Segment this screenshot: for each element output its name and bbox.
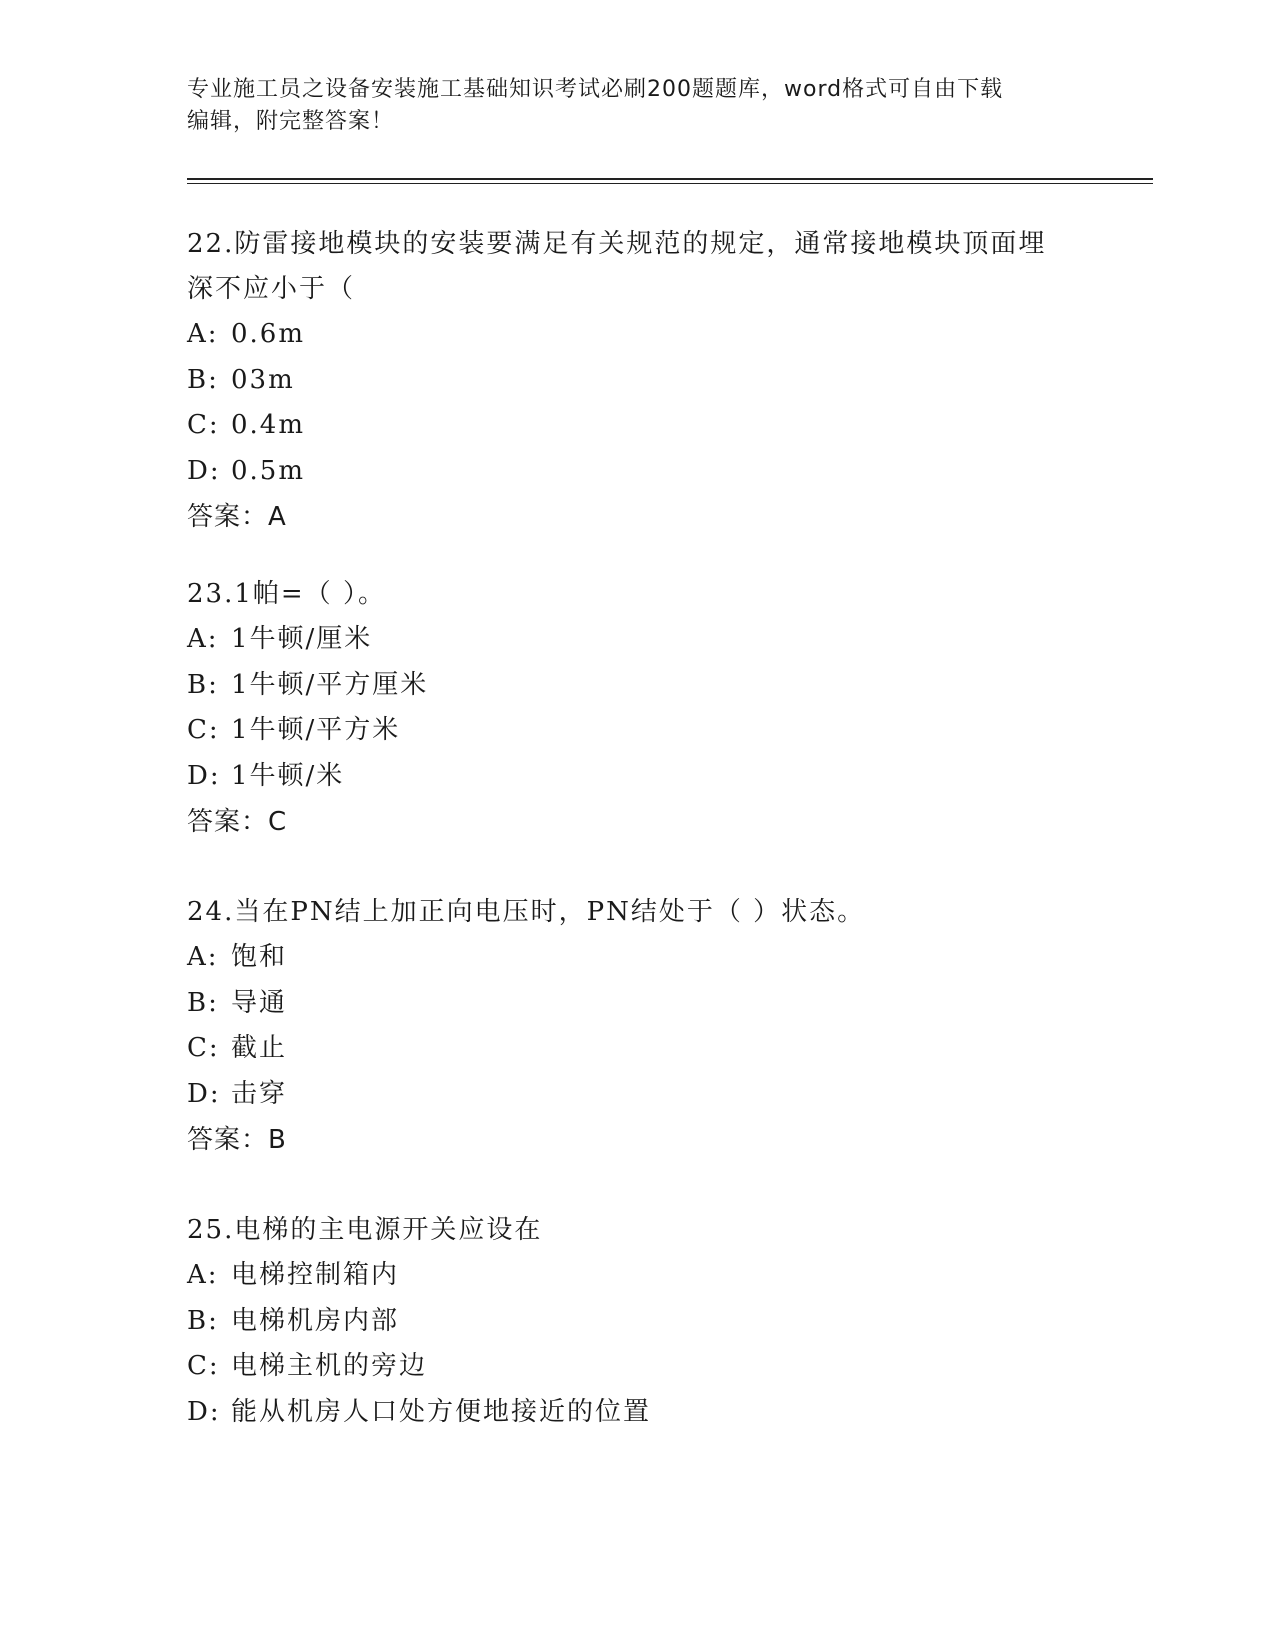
option-letter: A: <box>187 319 219 349</box>
option-letter: B: <box>187 669 219 700</box>
answer-line: 答案：C <box>187 807 288 837</box>
option-text: 饱和 <box>231 942 288 972</box>
question-stem-continued: 深不应小于（ <box>187 274 356 304</box>
answer-line: 答案：B <box>187 1125 287 1155</box>
option-letter: C: <box>187 410 220 440</box>
option-d <box>187 754 1087 800</box>
option-letter: D: <box>187 1396 221 1427</box>
option-letter: D: <box>187 1078 221 1109</box>
option-b <box>187 663 1087 709</box>
option-d <box>187 1072 1087 1118</box>
option-text: 导通 <box>231 987 288 1018</box>
option-letter: B: <box>187 364 219 395</box>
option-d <box>187 1390 1087 1436</box>
option-text: 0.5m <box>231 455 306 486</box>
option-a <box>187 935 1087 981</box>
option-letter: B: <box>187 1305 219 1336</box>
question-stem: 24.当在PN结上加正向电压时，PN结处于（ ）状态。 <box>187 897 866 927</box>
option-text: 电梯主机的旁边 <box>231 1351 428 1381</box>
option-letter: A: <box>187 624 219 654</box>
option-b <box>187 1299 1087 1345</box>
option-a <box>187 1253 1087 1299</box>
option-letter: A: <box>187 1260 219 1290</box>
option-a <box>187 617 1087 663</box>
option-text: 03m <box>231 364 295 395</box>
question-stem: 22.防雷接地模块的安装要满足有关规范的规定，通常接地模块顶面埋 <box>187 229 1047 259</box>
header-line-2: 编辑，附完整答案！ <box>187 109 395 134</box>
option-text: 0.4m <box>231 410 306 440</box>
option-c <box>187 708 1087 754</box>
option-text: 1牛顿/厘米 <box>231 624 373 654</box>
header-divider-thin <box>187 183 1153 184</box>
answer-line: 答案：A <box>187 502 287 532</box>
option-text: 截止 <box>231 1033 288 1063</box>
option-letter: C: <box>187 715 220 745</box>
question-24 <box>187 890 1087 1163</box>
option-text: 电梯控制箱内 <box>231 1260 400 1290</box>
option-letter: A: <box>187 942 219 972</box>
option-text: 击穿 <box>231 1078 288 1109</box>
option-text: 0.6m <box>231 319 306 349</box>
question-23 <box>187 572 1087 845</box>
option-letter: B: <box>187 987 219 1018</box>
option-d <box>187 449 1087 495</box>
option-text: 1牛顿/米 <box>231 760 345 791</box>
option-c <box>187 1344 1087 1390</box>
question-stem: 23.1帕=（ ）。 <box>187 579 386 609</box>
option-letter: C: <box>187 1351 220 1381</box>
option-c <box>187 1026 1087 1072</box>
header-line-1: 专业施工员之设备安装施工基础知识考试必刷200题题库，word格式可自由下载 <box>187 77 1004 102</box>
question-stem: 25.电梯的主电源开关应设在 <box>187 1215 543 1245</box>
option-b <box>187 981 1087 1027</box>
option-text: 能从机房人口处方便地接近的位置 <box>231 1396 652 1427</box>
question-25 <box>187 1208 1087 1435</box>
option-letter: C: <box>187 1033 220 1063</box>
question-22 <box>187 222 1087 540</box>
option-b <box>187 358 1087 404</box>
option-text: 1牛顿/平方米 <box>231 715 401 745</box>
header-divider-thick <box>187 178 1153 180</box>
option-letter: D: <box>187 760 221 791</box>
document-header <box>187 74 1087 138</box>
option-c <box>187 403 1087 449</box>
option-letter: D: <box>187 455 221 486</box>
option-a <box>187 312 1087 358</box>
option-text: 电梯机房内部 <box>231 1305 400 1336</box>
option-text: 1牛顿/平方厘米 <box>231 669 429 700</box>
